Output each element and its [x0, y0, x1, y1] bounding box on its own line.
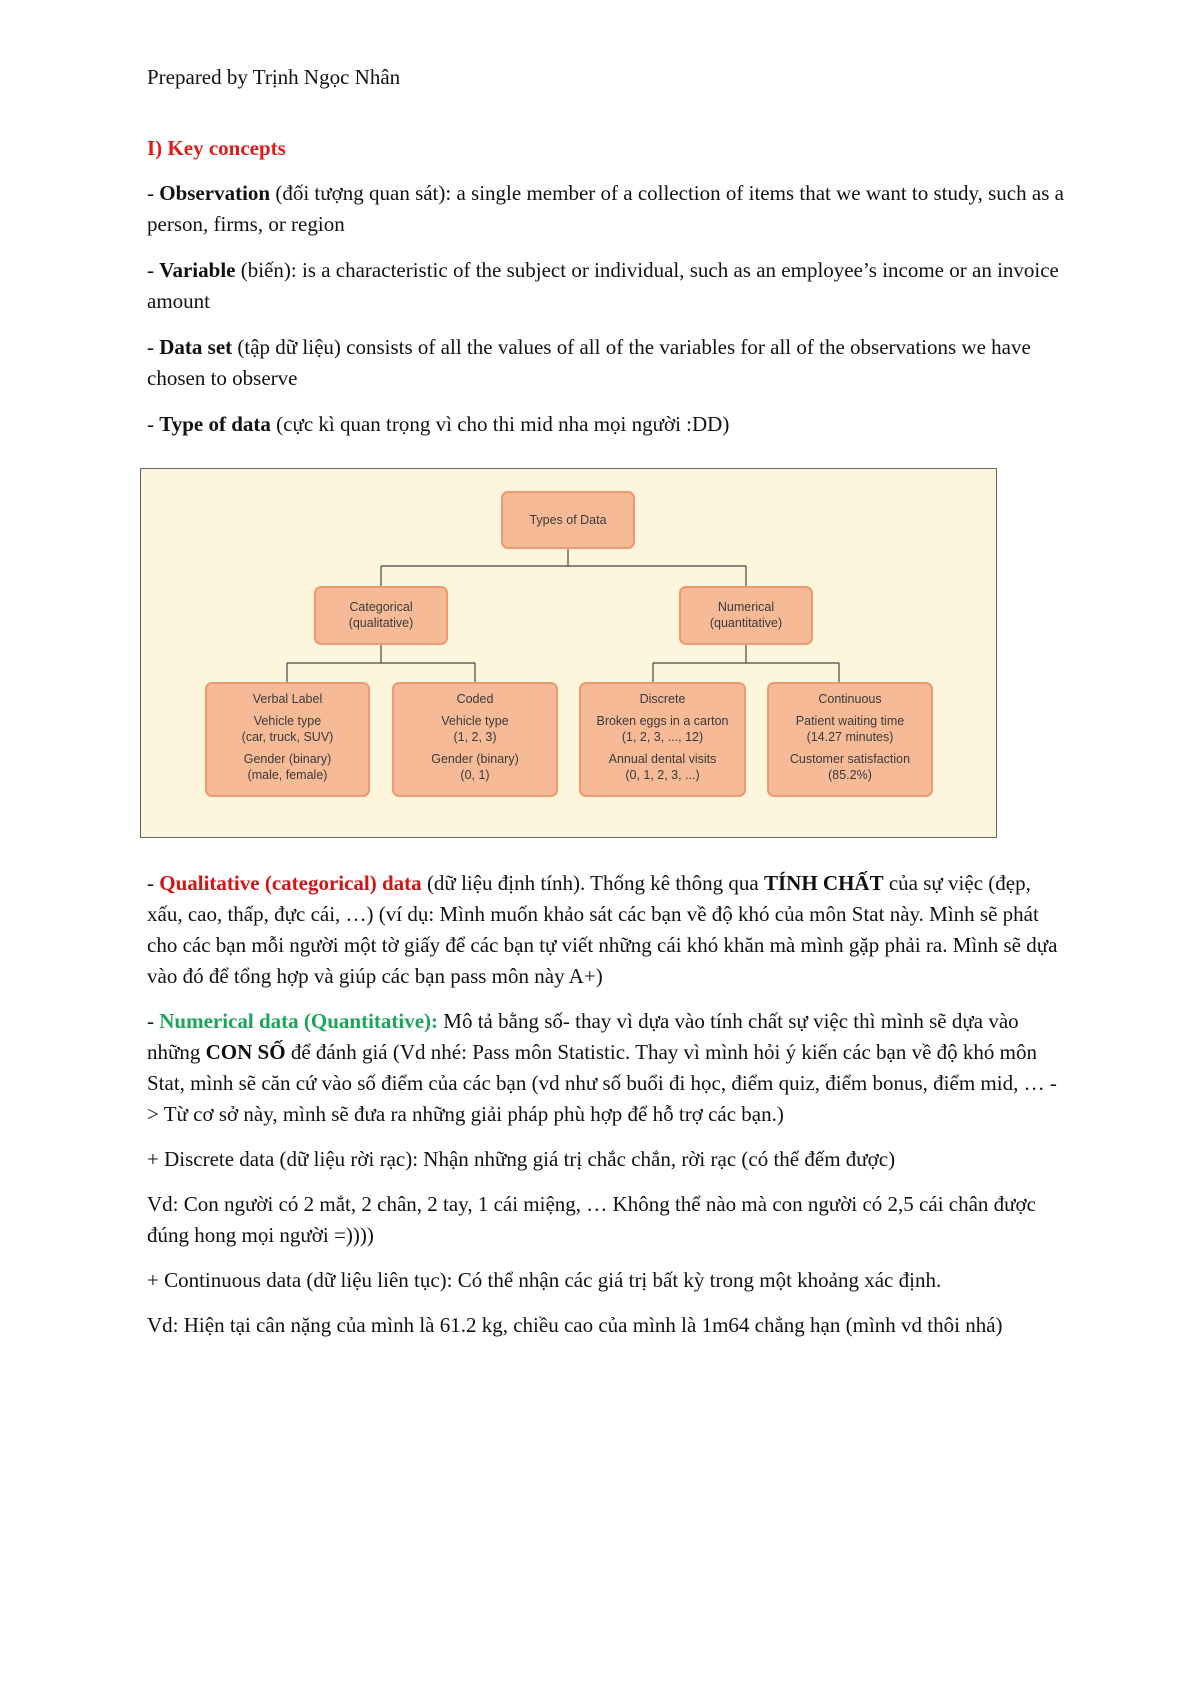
categorical-sublabel: (qualitative): [348, 616, 414, 630]
qualitative-text: (dữ liệu định tính). Thống kê thông qua: [421, 871, 764, 895]
leaf-example-values: (14.27 minutes): [806, 730, 894, 744]
leaf-example: Gender (binary): [431, 752, 519, 766]
concept-text: (tập dữ liệu) consists of all the values of all of the variables for all of the observations we have chosen to observe: [147, 335, 1031, 390]
concept-observation: - Observation (đối tượng quan sát): a single member of a collection of items that we want to study, such as a person, firms, or region: [147, 181, 1064, 236]
leaf-example: Patient waiting time: [795, 714, 905, 728]
leaf-example-values: (1, 2, 3, ..., 12): [621, 730, 704, 744]
types-of-data-diagram: [140, 468, 997, 838]
leaf-title: Coded: [456, 692, 494, 706]
categorical-node: [314, 586, 448, 645]
concept-type-of-data: - Type of data (cực kì quan trọng vì cho thi mid nha mọi người :DD): [147, 412, 730, 436]
root-node-label: Types of Data: [529, 513, 607, 527]
leaf-example-values: (1, 2, 3): [453, 730, 497, 744]
numerical-node: [679, 586, 813, 645]
leaf-example-values: (car, truck, SUV): [241, 730, 334, 744]
qualitative-text-2: của sự việc (đẹp, xấu, cao, thấp, đực cái, …) (ví dụ: Mình muốn khảo sát các bạn về độ khó của môn Stat này. Mình sẽ phát cho các bạn mỗi người một tờ giấy để các bạn tự viết những cái khó khăn mà mình gặp phải ra. Mình sẽ dựa vào đó để tổng hợp và giúp các bạn pass môn này A+): [147, 871, 1058, 988]
concept-term: Type of data: [159, 412, 271, 436]
leaf-example: Annual dental visits: [608, 752, 717, 766]
document-page: [147, 62, 1067, 1355]
numerical-paragraph: - Numerical data (Quantitative): Mô tả bằng số- thay vì dựa vào tính chất sự việc thì mình sẽ dựa vào những CON SỐ để đánh giá (Vd nhé: Pass môn Statistic. Thay vì mình hỏi ý kiến các bạn về độ khó môn Stat, mình sẽ căn cứ vào số điểm của các bạn (vd như số buổi đi học, điểm quiz, điểm bonus, điểm mid, … -> Từ cơ sở này, mình sẽ đưa ra những giải pháp phù hợp để hỗ trợ các bạn.): [147, 1009, 1057, 1126]
concept-term: Data set: [159, 335, 233, 359]
numerical-term: Numerical data (Quantitative):: [159, 1009, 439, 1033]
leaf-example-values: (0, 1): [460, 768, 490, 782]
leaf-example: Gender (binary): [243, 752, 332, 766]
concept-text: (cực kì quan trọng vì cho thi mid nha mọi người :DD): [270, 412, 730, 436]
concept-term: Observation: [159, 181, 271, 205]
numerical-text: Mô tả bằng số- thay vì dựa vào tính chất sự việc thì mình sẽ dựa vào những: [147, 1009, 1019, 1064]
numerical-sublabel: (quantitative): [709, 616, 783, 630]
concept-variable: - Variable (biến): is a characteristic of the subject or individual, such as an employee’s income or an invoice amount: [147, 258, 1059, 313]
leaf-example: Customer satisfaction: [789, 752, 911, 766]
discrete-paragraph: + Discrete data (dữ liệu rời rạc): Nhận những giá trị chắc chắn, rời rạc (có thể đếm được): [147, 1147, 896, 1171]
numerical-label: Numerical: [717, 600, 775, 614]
concept-text: (đối tượng quan sát): a single member of a collection of items that we want to study, such as a person, firms, or region: [147, 181, 1064, 236]
concept-term: Variable: [159, 258, 236, 282]
numerical-emphasis: CON SỐ: [205, 1040, 286, 1064]
qualitative-emphasis: TÍNH CHẤT: [763, 871, 884, 895]
leaf-title: Verbal Label: [252, 692, 323, 706]
categorical-label: Categorical: [349, 600, 413, 614]
qualitative-paragraph: - Qualitative (categorical) data (dữ liệu định tính). Thống kê thông qua TÍNH CHẤT của sự việc (đẹp, xấu, cao, thấp, đực cái, …) (ví dụ: Mình muốn khảo sát các bạn về độ khó của môn Stat này. Mình sẽ phát cho các bạn mỗi người một tờ giấy để các bạn tự viết những cái khó khăn mà mình gặp phải ra. Mình sẽ dựa vào đó để tổng hợp và giúp các bạn pass môn này A+): [147, 871, 1058, 988]
leaf-example-values: (85.2%): [828, 768, 872, 782]
discrete-example: Vd: Con người có 2 mắt, 2 chân, 2 tay, 1 cái miệng, … Không thể nào mà con người có 2,5 cái chân được đúng hong mọi người =)))): [147, 1192, 1036, 1247]
numerical-text-2: để đánh giá (Vd nhé: Pass môn Statistic. Thay vì mình hỏi ý kiến các bạn về độ khó môn Stat, mình sẽ căn cứ vào số điểm của các bạn (vd như số buổi đi học, điểm quiz, điểm bonus, điểm mid, … -> Từ cơ sở này, mình sẽ đưa ra những giải pháp phù hợp để hỗ trợ các bạn.): [147, 1040, 1057, 1126]
leaf-coded: [392, 682, 558, 797]
root-node: [501, 491, 635, 549]
leaf-example: Vehicle type: [253, 714, 322, 728]
leaf-continuous: [767, 682, 933, 797]
concept-text: (biến): is a characteristic of the subject or individual, such as an employee’s income or an invoice amount: [147, 258, 1059, 313]
leaf-verbal-label: [205, 682, 370, 797]
leaf-example: Vehicle type: [441, 714, 509, 728]
leaf-example-values: (male, female): [247, 768, 328, 782]
leaf-discrete: [579, 682, 746, 797]
qualitative-term: Qualitative (categorical) data: [159, 871, 422, 895]
continuous-paragraph: + Continuous data (dữ liệu liên tục): Có thể nhận các giá trị bất kỳ trong một khoảng xác định.: [147, 1268, 942, 1292]
leaf-example: Broken eggs in a carton: [596, 714, 729, 728]
leaf-title: Discrete: [639, 692, 686, 706]
leaf-title: Continuous: [818, 692, 882, 706]
section-title: I) Key concepts: [147, 136, 286, 160]
concept-dataset: - Data set (tập dữ liệu) consists of all the values of all of the variables for all of the observations we have chosen to observe: [147, 335, 1031, 390]
leaf-example-values: (0, 1, 2, 3, ...): [625, 768, 700, 782]
author-header: Prepared by Trịnh Ngọc Nhân: [147, 65, 401, 89]
continuous-example: Vd: Hiện tại cân nặng của mình là 61.2 kg, chiều cao của mình là 1m64 chẳng hạn (mình vd thôi nhá): [147, 1313, 1003, 1337]
